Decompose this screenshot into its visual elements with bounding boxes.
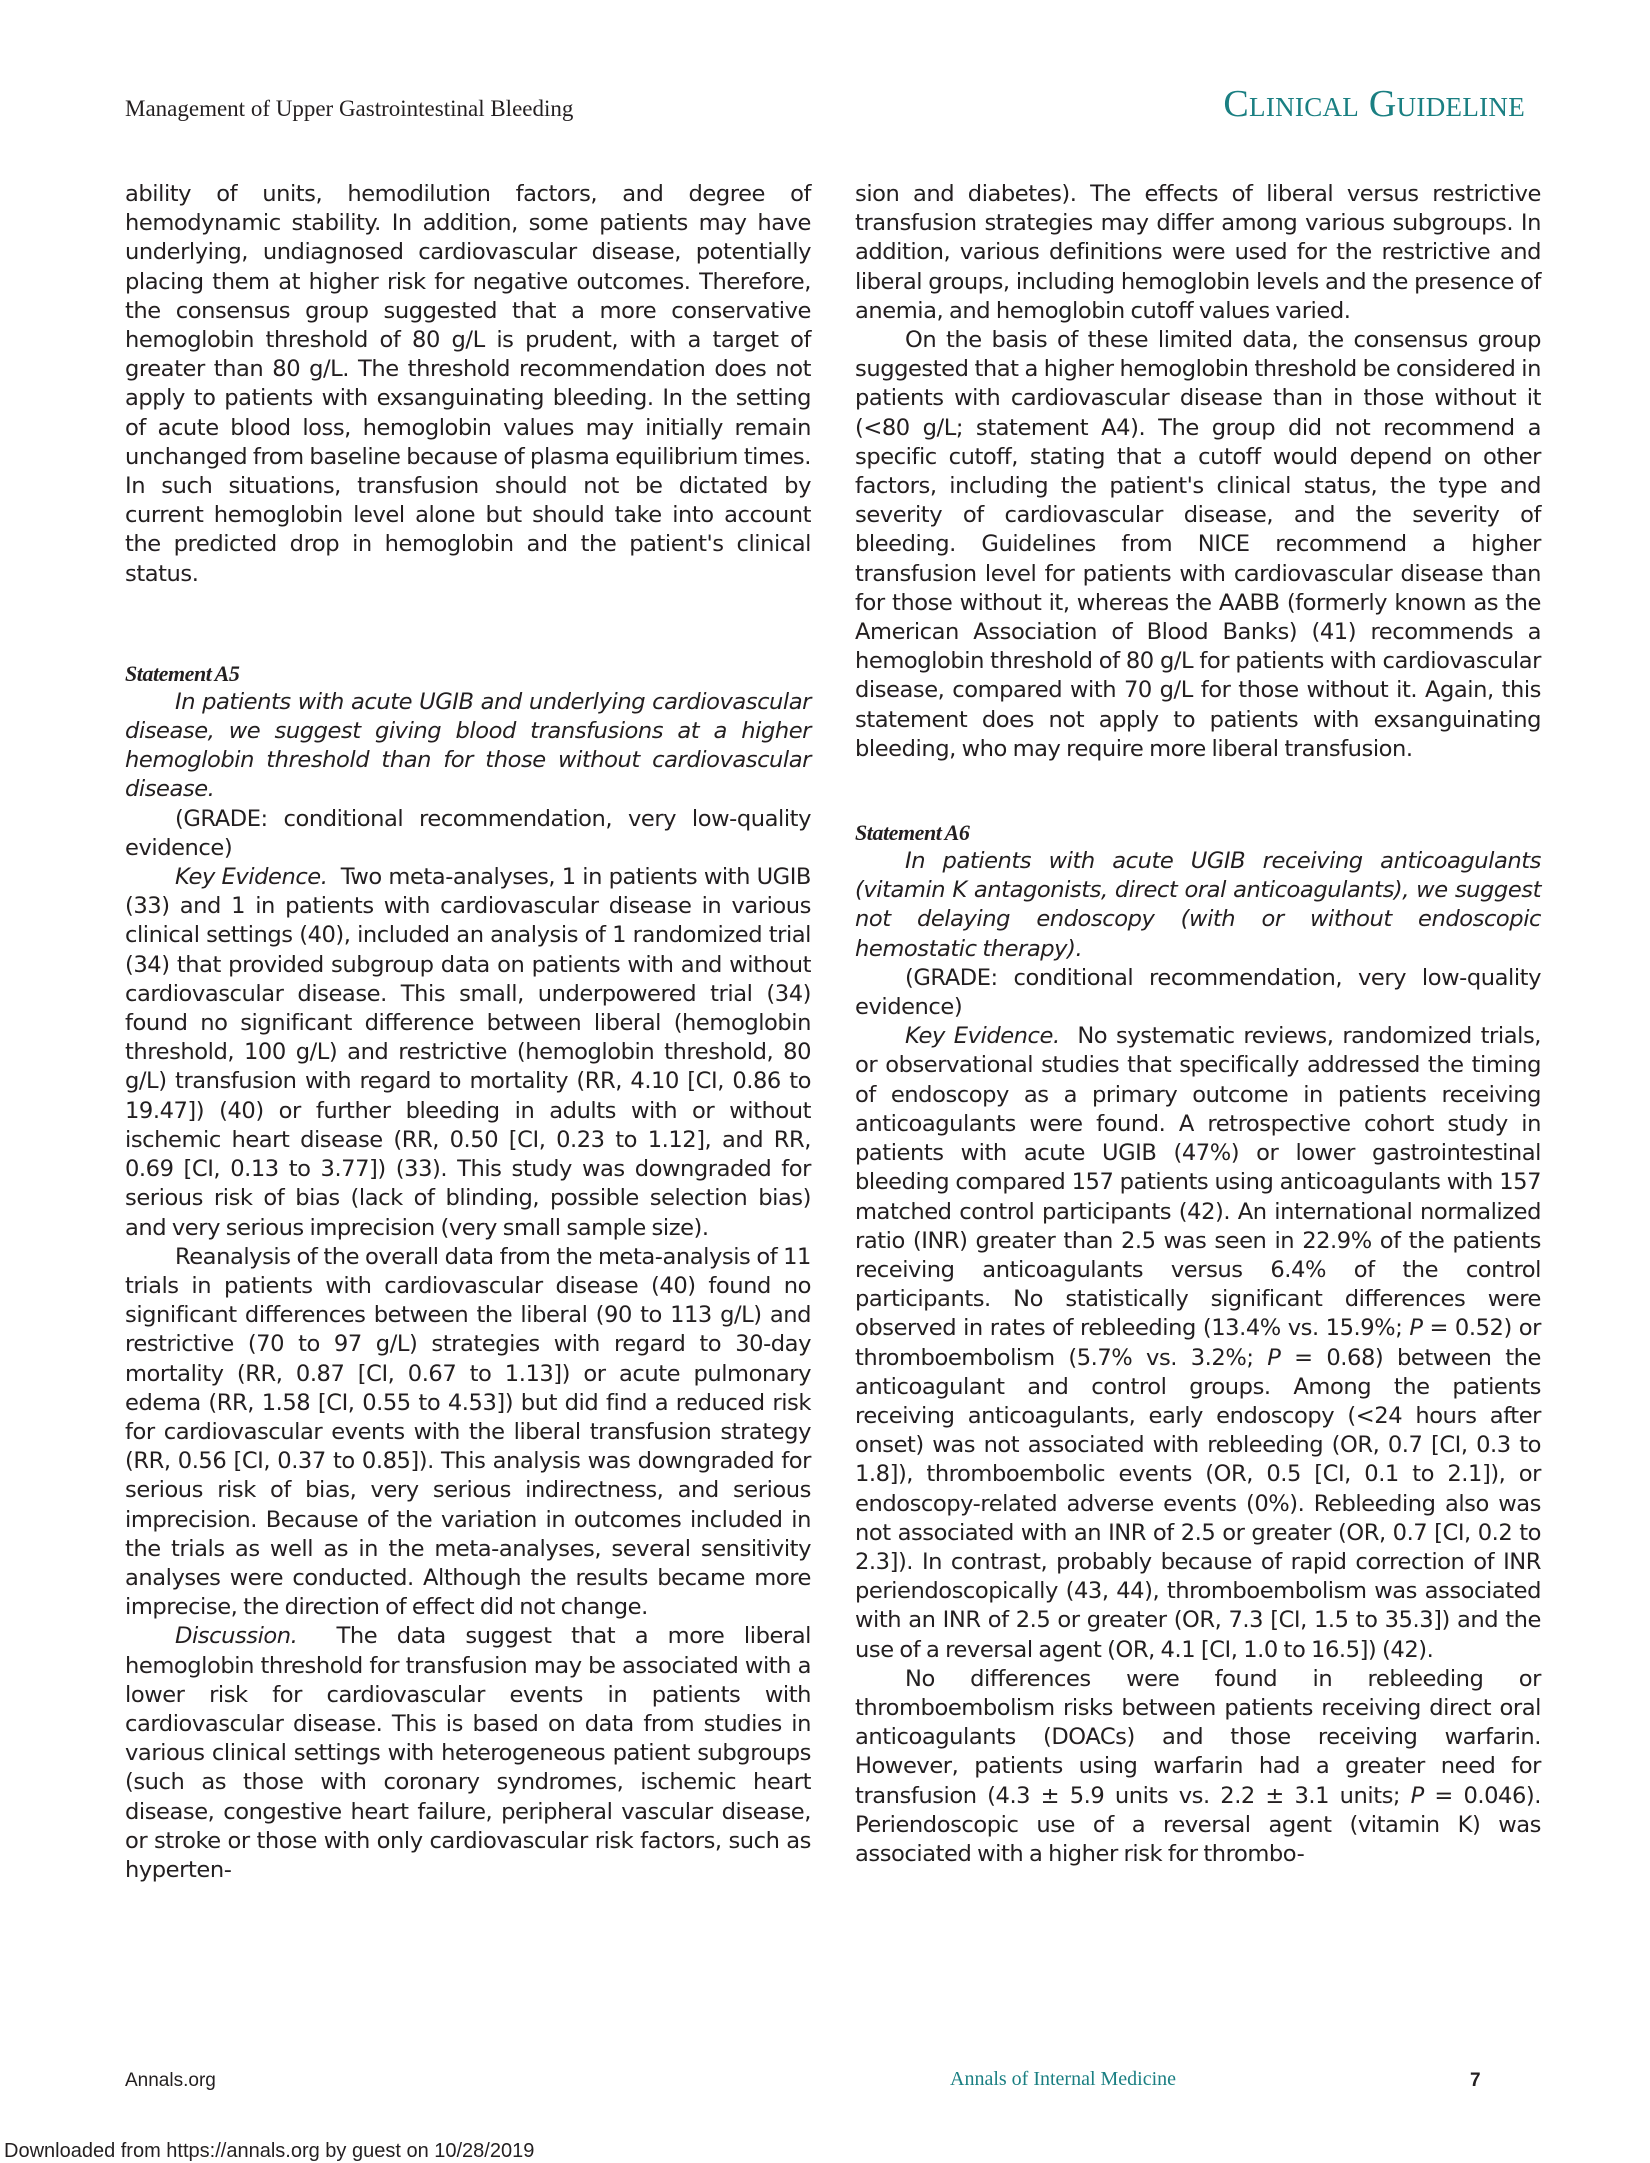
- statement-a5-heading: Statement A5: [125, 660, 240, 686]
- download-note: Downloaded from https://annals.org by guest on 10/28/2019: [4, 2140, 535, 2162]
- key-evidence-text: = 0.52) or thromboembolism (5.7% vs. 3.2%;: [855, 1315, 1541, 1371]
- doac-text: = 0.046). Periendoscopic use of a reversal agent (vitamin K) was associated with a higher risk for thrombo-: [855, 1782, 1541, 1867]
- section-spacer: [855, 764, 1541, 818]
- p-value-symbol: P: [1409, 1315, 1423, 1342]
- continued-paragraph: ability of units, hemodilution factors, and degree of hemodynamic stability. In addition, some patients may have underlying, undiagnosed cardiovascular disease, potentially placing them at higher risk for negative outcomes. Therefore, the consensus group suggested that a more conservative hemoglobin threshold of 80 g/L is prudent, with a target of greater than 80 g/L. The threshold recommendation does not apply to patients with exsanguinating bleeding. In the setting of acute blood loss, hemoglobin values may initially remain unchanged from baseline because of plasma equilibrium times. In such situations, transfusion should not be dictated by current hemoglobin level alone but should take into account the predicted drop in hemoglobin and the patient's clinical status.: [125, 181, 811, 587]
- key-evidence-text: No systematic reviews, randomized trials, or observational studies that specifically addressed the timing of endoscopy as a primary outcome in patients receiving anticoagulants were found. A retrospective cohort study in patients with acute UGIB (47%) or lower gastrointestinal bleeding compared 157 patients using anticoagulants with 157 matched control participants (42). An international normalized ratio (INR) greater than 2.5 was seen in 22.9% of the patients receiving anticoagulants versus 6.4% of the control participants. No statistically significant differences were observed in rates of rebleeding (13.4% vs. 15.9%;: [855, 1023, 1541, 1342]
- key-evidence-text: = 0.68) between the anticoagulant and control groups. Among the patients receiving anticoagulants, early endoscopy (<24 hours after onset) was not associated with rebleeding (OR, 0.7 [CI, 0.3 to 1.8]), thromboembolic events (OR, 0.5 [CI, 0.1 to 2.1]), or endoscopy-related adverse events (0%). Rebleeding also was not associated with an INR of 2.5 or greater (OR, 0.7 [CI, 0.2 to 2.3]). In contrast, probably because of rapid correction of INR periendoscopically (43, 44), thromboembolism was associated with an INR of 2.5 or greater (OR, 7.3 [CI, 1.5 to 35.3]) and the use of a reversal agent (OR, 4.1 [CI, 1.0 to 16.5]) (42).: [855, 1344, 1541, 1663]
- statement-a6-recommendation: In patients with acute UGIB receiving anticoagulants (vitamin K antagonists, direct oral anticoagulants), we suggest not delaying endoscopy (with or without endoscopic hemostatic therapy).: [855, 848, 1541, 962]
- doac-text: No differences were found in rebleeding or thromboembolism risks between patients receiving direct oral anticoagulants (DOACs) and those receiving warfarin. However, patients using warfarin had a greater need for transfusion (4.3 ± 5.9 units vs. 2.2 ± 3.1 units;: [855, 1665, 1541, 1809]
- p-value-symbol: P: [1410, 1782, 1424, 1809]
- doac-paragraph: [855, 1665, 1541, 1869]
- statement-a6-key-evidence: [855, 1022, 1541, 1664]
- continued-paragraph: sion and diabetes). The effects of liberal versus restrictive transfusion strategies may differ among various subgroups. In addition, various definitions were used for the restrictive and liberal groups, including hemoglobin levels and the presence of anemia, and hemoglobin cutoff values varied.: [855, 181, 1541, 324]
- page-number: 7: [1470, 2070, 1481, 2091]
- statement-a6-grade: (GRADE: conditional recommendation, very low-quality evidence): [855, 964, 1541, 1021]
- statement-a5-grade: (GRADE: conditional recommendation, very low-quality evidence): [125, 805, 811, 861]
- statement-a6-heading: Statement A6: [855, 820, 970, 846]
- footer-journal: Annals of Internal Medicine: [950, 2068, 1177, 2090]
- section-spacer: [125, 589, 811, 659]
- running-title: Management of Upper Gastrointestinal Bleeding: [125, 96, 574, 121]
- statement-a5-reanalysis: Reanalysis of the overall data from the meta-analysis of 11 trials in patients with cardiovascular disease (40) found no significant differences between the liberal (90 to 113 g/L) and restrictive (70 to 97 g/L) strategies with regard to 30-day mortality (RR, 0.87 [CI, 0.67 to 1.13]) or acute pulmonary edema (RR, 1.58 [CI, 0.55 to 4.53]) but did find a reduced risk for cardiovascular events with the liberal transfusion strategy (RR, 0.56 [CI, 0.37 to 0.85]). This analysis was downgraded for serious risk of bias, very serious indirectness, and serious imprecision. Because of the variation in outcomes included in the trials as well as in the meta-analyses, several sensitivity analyses were conducted. Although the results became more imprecise, the direction of effect did not change.: [125, 1243, 811, 1621]
- p-value-symbol: P: [1267, 1344, 1281, 1371]
- statement-a5-recommendation: In patients with acute UGIB and underlying cardiovascular disease, we suggest giving blood transfusions at a higher hemoglobin threshold than for those without cardiovascular disease.: [125, 688, 811, 803]
- left-column: [125, 180, 811, 1885]
- key-evidence-text: Two meta-analyses, 1 in patients with UGIB (33) and 1 in patients with cardiovascular disease in various clinical settings (40), included an analysis of 1 randomized trial (34) that provided subgroup data on patients with and without cardiovascular disease. This small, underpowered trial (34) found no significant difference between liberal (hemoglobin threshold, 100 g/L) and restrictive (hemoglobin threshold, 80 g/L) transfusion with regard to mortality (RR, 4.10 [CI, 0.86 to 19.47]) (40) or further bleeding in adults with or without ischemic heart disease (RR, 0.50 [CI, 0.23 to 1.12], and RR, 0.69 [CI, 0.13 to 3.77]) (33). This study was downgraded for serious risk of bias (lack of blinding, possible selection bias) and very serious imprecision (very small sample size).: [125, 864, 811, 1241]
- key-evidence-label: Key Evidence.: [175, 864, 328, 891]
- footer-site: Annals.org: [125, 2070, 216, 2091]
- key-evidence-label: Key Evidence.: [905, 1023, 1060, 1050]
- section-tag: Clinical Guideline: [1223, 83, 1525, 125]
- statement-a5-key-evidence: [125, 863, 811, 1243]
- discussion-text: The data suggest that a more liberal hemoglobin threshold for transfusion may be associated with a lower risk for cardiovascular events in patients with cardiovascular disease. This is based on data from studies in various clinical settings with heterogeneous patient subgroups (such as those with coronary syndromes, ischemic heart disease, congestive heart failure, peripheral vascular disease, or stroke or those with only cardiovascular risk factors, such as hyperten-: [125, 1623, 811, 1883]
- right-column: [855, 180, 1541, 1869]
- statement-a5-discussion: [125, 1622, 811, 1885]
- discussion-label: Discussion.: [175, 1623, 298, 1650]
- consensus-paragraph: On the basis of these limited data, the consensus group suggested that a higher hemoglobin threshold be considered in patients with cardiovascular disease than in those without it (<80 g/L; statement A4). The group did not recommend a specific cutoff, stating that a cutoff would depend on other factors, including the patient's clinical status, the type and severity of cardiovascular disease, and the severity of bleeding. Guidelines from NICE recommend a higher transfusion level for patients with cardiovascular disease than for those without it, whereas the AABB (formerly known as the American Association of Blood Banks) (41) recommends a hemoglobin threshold of 80 g/L for patients with cardiovascular disease, compared with 70 g/L for those without it. Again, this statement does not apply to patients with exsanguinating bleeding, who may require more liberal transfusion.: [855, 327, 1541, 762]
